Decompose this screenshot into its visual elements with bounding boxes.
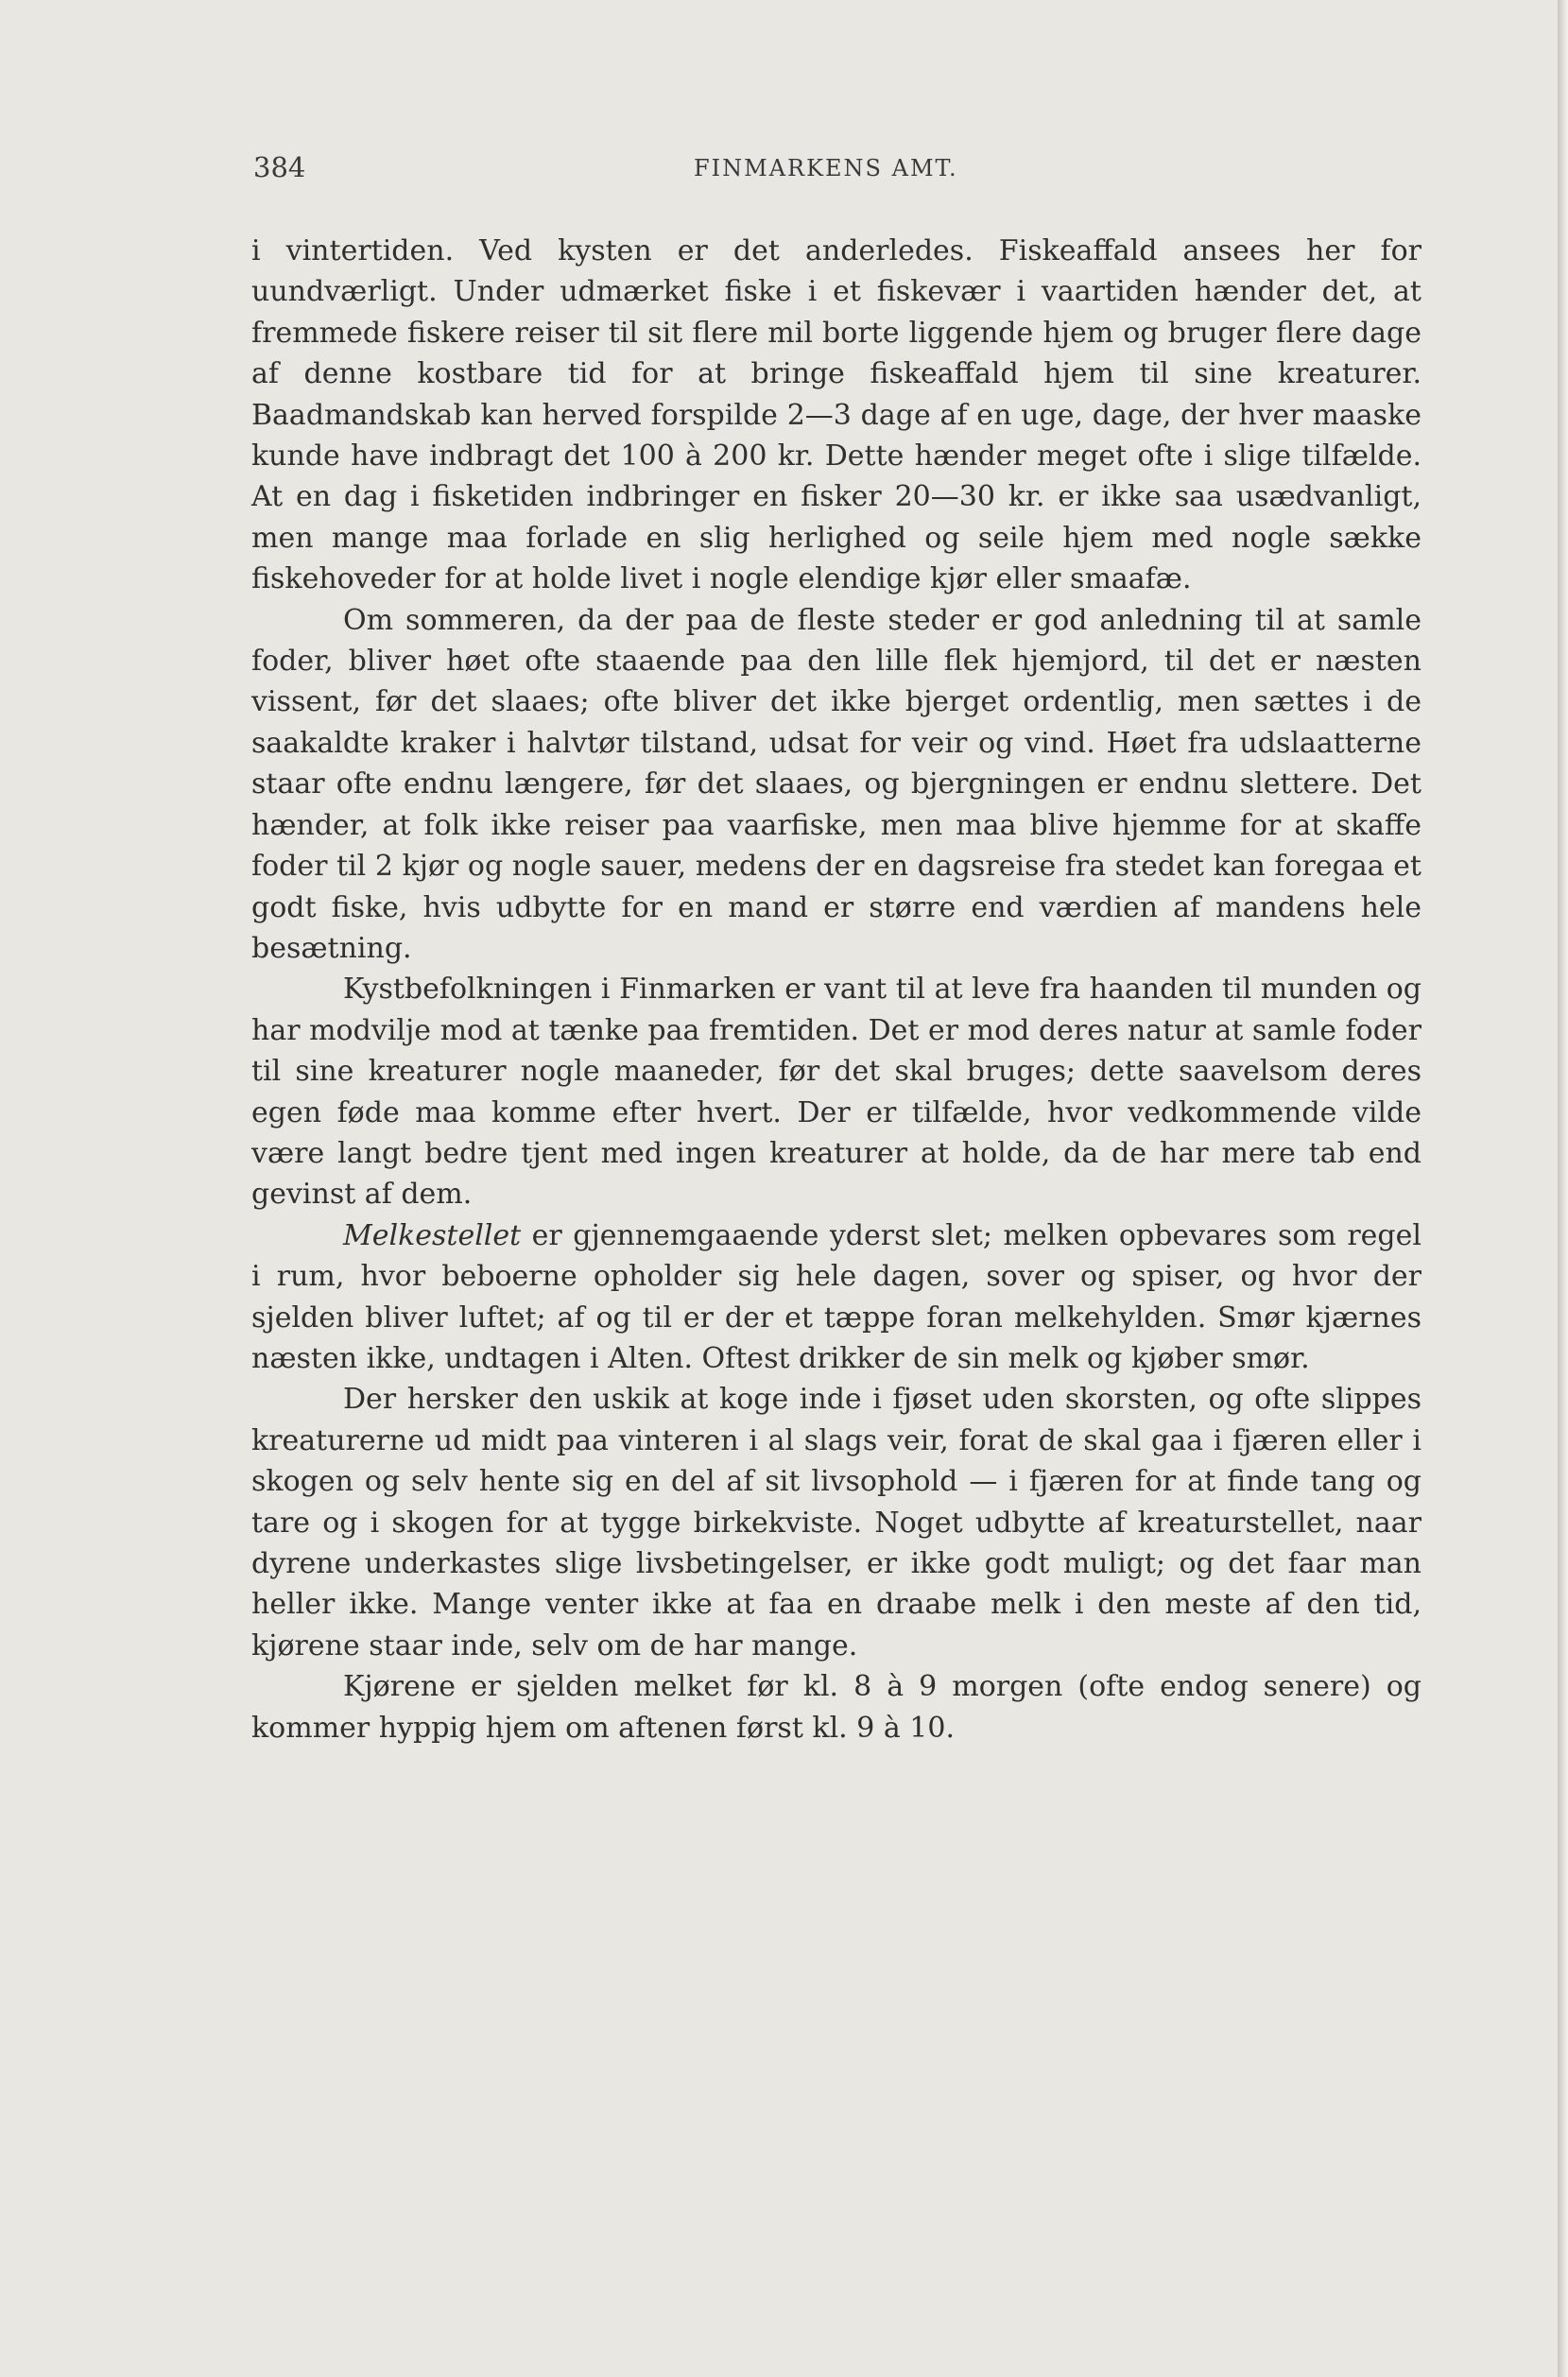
paragraph-6-text: Kjørene er sjelden melket før kl. 8 à 9 morgen (ofte endog senere) og kommer hyppig hjem om aftenen først kl. 9 à 10. — [251, 1670, 1422, 1745]
body-text — [251, 231, 1422, 1748]
paragraph-5 — [251, 1379, 1422, 1666]
running-head: FINMARKENS AMT. — [694, 155, 958, 181]
paragraph-6 — [251, 1666, 1422, 1748]
paragraph-1 — [251, 231, 1422, 600]
paragraph-3 — [251, 969, 1422, 1214]
paragraph-4-italic-term: Melkestellet — [343, 1218, 522, 1252]
paragraph-4 — [251, 1215, 1422, 1380]
page-edge — [1558, 0, 1568, 2377]
page-header — [0, 151, 1558, 189]
paragraph-4-text: er gjennemgaaende yderst slet; melken opbevares som regel i rum, hvor beboerne opholder sig hele dagen, sover og spiser, og hvor der sjelden bliver luftet; af og til er der et tæppe foran melkehylden. Smør kjærnes næsten ikke, undtagen i Alten. Oftest drikker de sin melk og kjøber smør. — [251, 1218, 1422, 1375]
paragraph-2 — [251, 600, 1422, 970]
paragraph-5-text: Der hersker den uskik at koge inde i fjøset uden skorsten, og ofte slippes kreaturerne ud midt paa vinteren i al slags veir, forat de skal gaa i fjæren eller i skogen og selv hente sig en del af sit livsophold — i fjæren for at finde tang og tare og i skogen for at tygge birkekviste. Noget udbytte af kreaturstellet, naar dyrene underkastes slige livsbetingelser, er ikke godt muligt; og det faar man heller ikke. Mange venter ikke at faa en draabe melk i den meste af den tid, kjørene staar inde, selv om de har mange. — [251, 1383, 1422, 1662]
paragraph-2-text: Om sommeren, da der paa de fleste steder er god anledning til at samle foder, bliver høet ofte staaende paa den lille flek hjemjord, til det er næsten vissent, før det slaaes; ofte bliver det ikke bjerget ordentlig, men sættes i de saakaldte kraker i halvtør tilstand, udsat for veir og vind. Høet fra udslaatterne staar ofte endnu længere, før det slaaes, og bjergningen er endnu slettere. Det hænder, at folk ikke reiser paa vaarfiske, men maa blive hjemme for at skaffe foder til 2 kjør og nogle sauer, medens der en dagsreise fra stedet kan foregaa et godt fiske, hvis udbytte for en mand er større end værdien af mandens hele besætning. — [251, 603, 1422, 965]
paragraph-1-text: i vintertiden. Ved kysten er det anderledes. Fiskeaffald ansees her for uundværligt. Under udmærket fiske i et fiskevær i vaartiden hænder det, at fremmede fiskere reiser til sit flere mil borte liggende hjem og bruger flere dage af denne kostbare tid for at bringe fiskeaffald hjem til sine kreaturer. Baadmandskab kan herved forspilde 2—3 dage af en uge, dage, der hver maaske kunde have indbragt det 100 à 200 kr. Dette hænder meget ofte i slige tilfælde. At en dag i fisketiden indbringer en fisker 20—30 kr. er ikke saa usædvanligt, men mange maa forlade en slig herlighed og seile hjem med nogle sække fiskehoveder for at holde livet i nogle elendige kjør eller smaafæ. — [251, 234, 1422, 596]
page-number: 384 — [253, 151, 306, 183]
paragraph-3-text: Kystbefolkningen i Finmarken er vant til at leve fra haanden til munden og har modvilje mod at tænke paa fremtiden. Det er mod deres natur at samle foder til sine kreaturer nogle maaneder, før det skal bruges; dette saavelsom deres egen føde maa komme efter hvert. Der er tilfælde, hvor vedkommende vilde være langt bedre tjent med ingen kreaturer at holde, da de har mere tab end gevinst af dem. — [251, 973, 1422, 1212]
